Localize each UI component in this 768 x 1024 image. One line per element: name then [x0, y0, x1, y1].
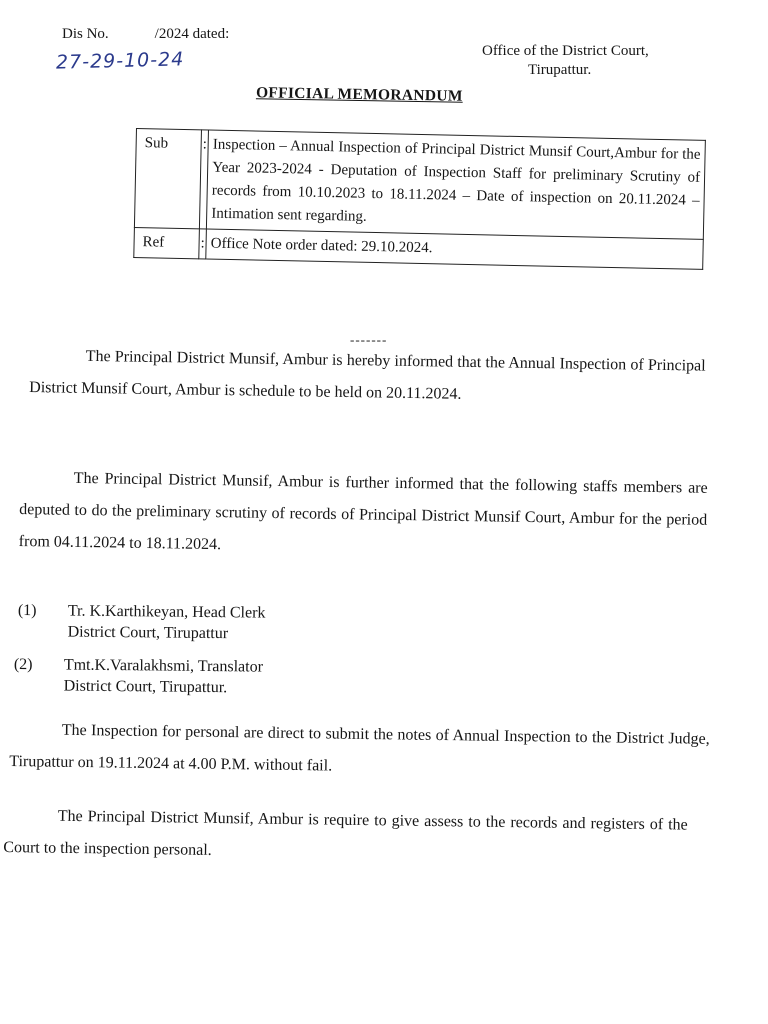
sub-label: Sub — [134, 129, 201, 229]
dis-no-label: Dis No. — [62, 26, 109, 42]
staff-name: Tmt.K.Varalakhsmi, Translator — [63, 656, 264, 676]
staff-office: District Court, Tirupattur. — [63, 677, 228, 697]
paragraph-4: The Principal District Munsif, Ambur is require to give assess to the records and registers of the Court to the inspection personal. — [3, 807, 688, 859]
handwritten-date: 27-29-10-24 — [55, 48, 185, 74]
office-address — [482, 42, 649, 80]
office-line-1: Office of the District Court, — [482, 43, 649, 59]
dis-year-label: /2024 dated: — [154, 26, 230, 42]
sub-colon: : — [199, 130, 208, 229]
staff-number: (2) — [13, 655, 33, 674]
paragraph-1: The Principal District Munsif, Ambur is hereby informed that the Annual Inspection of Principal District Munsif Court, Ambur is schedule to be held on 20.11.2024. — [29, 347, 706, 403]
dispatch-number — [62, 26, 229, 43]
staff-item-2 — [14, 654, 334, 701]
memo-title: OFFICIAL MEMORANDUM — [255, 84, 463, 105]
ref-label: Ref — [134, 227, 200, 258]
paragraph-3: The Inspection for personal are direct to submit the notes of Annual Inspection to the District Judge, Tirupattur on 19.11.2024 at 4.00 P.M. without fail. — [9, 721, 710, 775]
office-line-2: Tirupattur. — [528, 62, 592, 78]
paragraph-2: The Principal District Munsif, Ambur is further informed that the following staffs members are deputed to do the preliminary scrutiny of records of Principal District Munsif Court, Ambur for the period from 04.11.2024 to 18.11.2024. — [18, 469, 708, 554]
staff-number: (1) — [17, 601, 37, 620]
subject-row — [134, 129, 705, 240]
staff-office: District Court, Tirupattur — [67, 623, 229, 643]
ref-text: Office Note order dated: 29.10.2024. — [206, 229, 703, 269]
staff-name: Tr. K.Karthikeyan, Head Clerk — [67, 602, 266, 622]
ref-colon: : — [199, 229, 207, 259]
separator: ------- — [350, 332, 388, 347]
subject-table — [133, 128, 706, 270]
staff-item-1 — [18, 600, 338, 647]
sub-text: Inspection – Annual Inspection of Principal District Munsif Court,Ambur for the Year 2023-2024 - Deputation of Inspection Staff for preliminary Scrutiny of records from 10.10.2023 to 18.11.2024 – Date of inspection on 20.11.2024 – Intimation sent regarding. — [207, 130, 706, 239]
